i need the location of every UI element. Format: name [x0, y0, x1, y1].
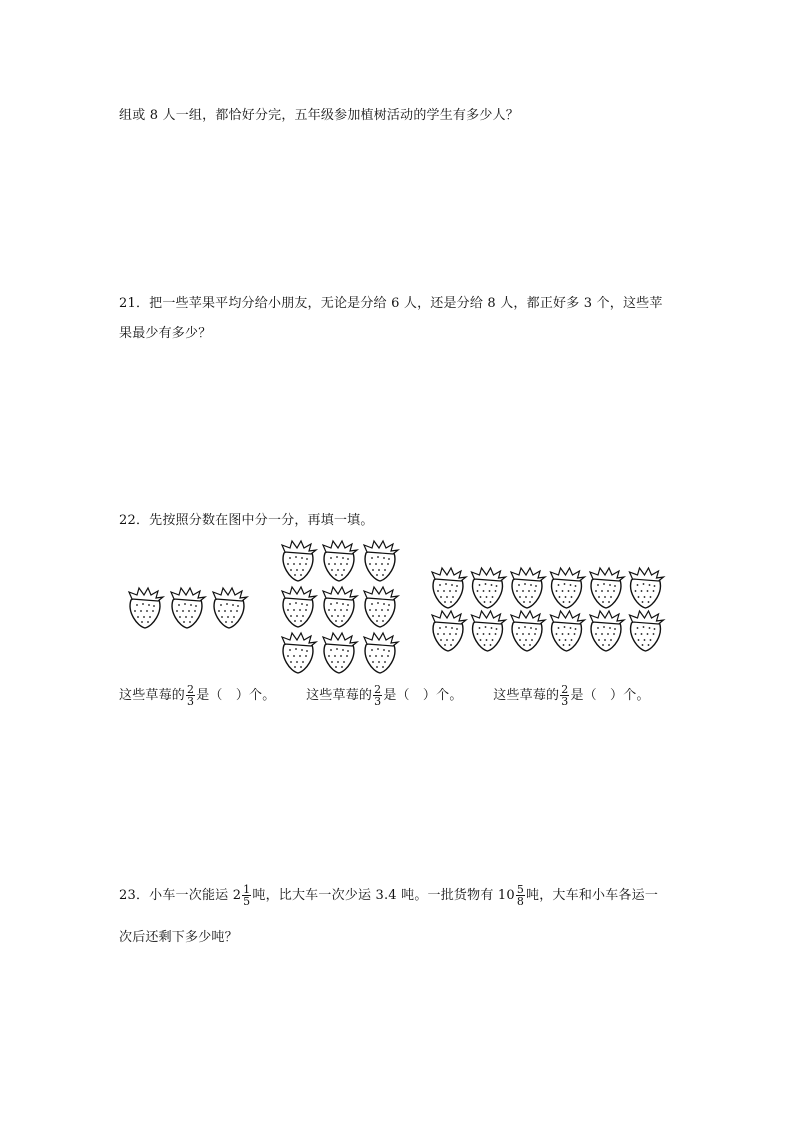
- fill2-suffix[interactable]: 是（ ）个。: [383, 688, 463, 703]
- q22-title: 22．先按照分数在图中分一分，再填一填。: [119, 513, 374, 528]
- fill2-prefix: 这些草莓的: [306, 688, 373, 703]
- fill1-den: 3: [187, 695, 195, 708]
- strawberry-icon: [213, 588, 247, 628]
- fill3: [493, 683, 650, 708]
- q23-fraction2: [516, 884, 525, 907]
- fill1-prefix: 这些草莓的: [119, 688, 186, 703]
- strawberry-icon: [282, 587, 316, 627]
- fill3-prefix: 这些草莓的: [493, 688, 560, 703]
- q23-part2: 吨，比大车一次少运 3.4 吨。一批货物有: [252, 888, 498, 903]
- strawberry-group-9: [280, 535, 405, 675]
- q20-text: 组或 8 人一组，都恰好分完，五年级参加植树活动的学生有多少人？: [119, 108, 519, 123]
- strawberry-icon: [432, 611, 466, 651]
- strawberry-icon: [590, 611, 624, 651]
- q23-whole2: 10: [497, 888, 515, 903]
- strawberry-icon: [472, 568, 506, 608]
- fill3-fraction: [560, 684, 569, 707]
- fill3-den: 3: [561, 695, 569, 708]
- strawberry-group-12: [430, 560, 670, 655]
- strawberry-group-3: [125, 578, 255, 638]
- strawberry-icon: [323, 587, 357, 627]
- q23-num2: 5: [516, 883, 525, 896]
- q23-den1: 5: [243, 895, 251, 908]
- fill3-suffix[interactable]: 是（ ）个。: [570, 688, 650, 703]
- q21-text-line2: 果最少有多少？: [119, 326, 212, 341]
- fill2: [306, 683, 467, 708]
- strawberry-icon: [171, 588, 205, 628]
- q23-num1: 1: [243, 883, 251, 896]
- q21-text-line1: 21．把一些苹果平均分给小朋友，无论是分给 6 人，还是分给 8 人，都正好多 3 个，这些苹: [119, 296, 663, 311]
- fill3-num: 2: [561, 683, 569, 696]
- q23-whole1: 2: [232, 888, 242, 903]
- fill1: [119, 683, 280, 708]
- strawberry-icon: [323, 633, 357, 673]
- q23-part1: 23．小车一次能运: [119, 888, 233, 903]
- strawberry-icon: [511, 568, 545, 608]
- strawberry-icon: [282, 541, 316, 581]
- strawberry-icon: [364, 541, 398, 581]
- strawberry-icon: [323, 541, 357, 581]
- q23-text-line1: [119, 884, 658, 907]
- strawberry-icon: [590, 568, 624, 608]
- q22-fill-row: [119, 684, 650, 707]
- fill1-num: 2: [187, 683, 195, 696]
- fill2-den: 3: [374, 695, 382, 708]
- strawberry-icon: [129, 588, 163, 628]
- fill1-fraction: [186, 684, 195, 707]
- fill1-suffix[interactable]: 是（ ）个。: [196, 688, 276, 703]
- q23-fraction1: [242, 884, 251, 907]
- strawberry-icon: [630, 568, 664, 608]
- strawberry-icon: [364, 587, 398, 627]
- q23-part3: 吨，大车和小车各运一: [526, 888, 659, 903]
- strawberry-icon: [511, 611, 545, 651]
- strawberry-icon: [282, 633, 316, 673]
- q23-text-line2: 次后还剩下多少吨？: [119, 930, 238, 945]
- fill2-fraction: [373, 684, 382, 707]
- strawberry-icon: [364, 633, 398, 673]
- fill2-num: 2: [374, 683, 382, 696]
- strawberry-icon: [630, 611, 664, 651]
- strawberry-icon: [432, 568, 466, 608]
- strawberry-icon: [472, 611, 506, 651]
- q23-den2: 8: [516, 895, 525, 908]
- strawberry-icon: [551, 568, 585, 608]
- strawberry-icon: [551, 611, 585, 651]
